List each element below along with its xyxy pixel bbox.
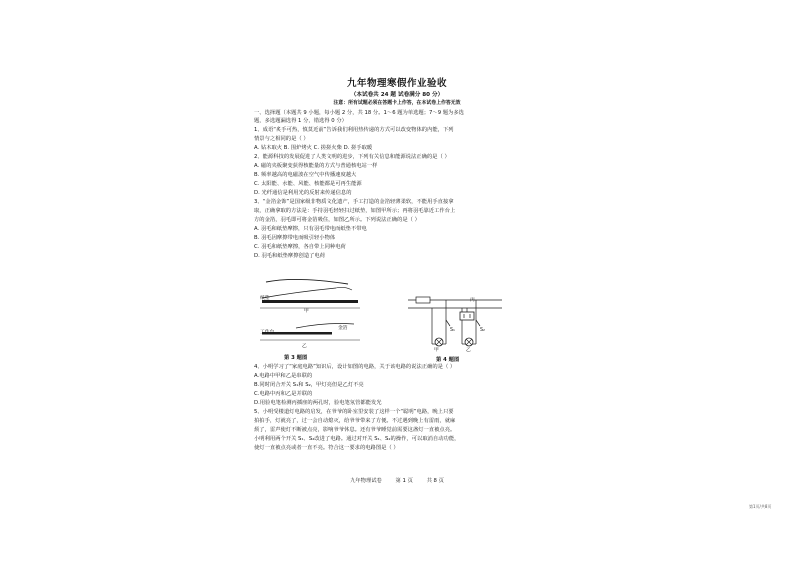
question-4-option-a: A.电路中甲和乙是串联的	[254, 373, 313, 379]
text-line: 题，多选题漏选得 1 分，错选得 0 分）	[254, 118, 347, 124]
question-4: 4、小明学习了“家庭电路”知识后，设计如图的电路，关于该电路的说法正确的是（ ）	[254, 364, 456, 370]
question-4-option-b: B.同时闭合开关 S₁和 S₂，甲灯亮但是乙灯不亮	[254, 382, 364, 388]
question-3-option-c: C. 羽毛和纸垫摩擦，各自带上同种电荷	[254, 244, 346, 250]
text-line: 方的金箔，羽毛即可将金箔吸住，如图乙所示。下列说法正确的是（ ）	[254, 217, 420, 223]
corner-page-indicator: 第1页/共8页	[749, 504, 772, 509]
text-line: 拍拍手，灯就亮了，过一会自动熄灭，给爷爷带来了方便。不过遇到晚上有雷雨，就麻	[254, 418, 456, 424]
figure-4-label-yi: 乙	[466, 348, 471, 353]
question-3: 3、“金箔金饰”是国家级非物质文化遗产，手工打造的金箔轻薄柔软，不能用手直接拿	[254, 199, 454, 205]
figure-3-caption: 第 3 题图	[284, 355, 308, 361]
figure-4-label-s2: S₂	[480, 328, 485, 333]
question-3-option-b: B. 羽毛因摩擦带电而吸引轻小物体	[254, 235, 336, 241]
figure-3-label-paper: 纸垫	[260, 296, 270, 301]
exam-info: （本试卷共 24 题 试卷满分 80 分）	[350, 92, 444, 98]
text-line: 烦了，雷声使灯不断被点亮，影响爷爷休息。还有爷爷睡觉前需要这盏灯一直被点亮。	[254, 427, 456, 433]
question-2-option-a: A. 磁的夹板聚变获得核能量的方式与普通核电站一样	[254, 163, 378, 169]
text-line: 取，正确拿取的方法是：手持羽毛轻轻扫过纸垫，如图甲所示；再将羽毛靠近工作台上	[254, 208, 456, 214]
footer-subject: 九年物理试卷	[350, 478, 382, 484]
figure-3-label-yi: 乙	[302, 344, 307, 349]
figure-4-caption: 第 4 题图	[436, 357, 460, 363]
figure-3-label-table: 工作台	[260, 330, 275, 335]
question-4-option-d: D.用验电笔检测丙插座的两孔时，验电笔氖管都能发光	[254, 400, 382, 406]
question-2-option-c: C. 太阳能、水能、风能、核能都是可再生能源	[254, 181, 362, 187]
footer-page-number: 第 1 页	[395, 478, 413, 484]
text-line: 使灯一直被点亮或者一直不亮。符合这一要求的电路图是（ ）	[254, 445, 399, 451]
text-line: 一、选择题（本题共 9 小题，每小题 2 分，共 18 分。1～6 题为单选题；7～9 题为多选	[254, 110, 464, 116]
page-footer	[238, 476, 556, 484]
question-1: 1、成语“炙手可热，慎莫近前”告诉我们利用热传递的方式可以改变物体的内能，下列	[254, 127, 454, 133]
figure-4-circuit-diagram	[406, 294, 506, 352]
exam-notice: 注意：所有试题必须在答题卡上作答，在本试卷上作答无效	[333, 100, 461, 106]
question-5: 5、小明受楼道灯电路的启发，在爷爷的卧室里安装了这样一个“聪明”电路，晚上只要	[254, 409, 454, 415]
text-line: 小明利用两个开关 S₁、S₂改进了电路。通过对开关 S₁、S₂的操作，可以取消自动功能，	[254, 436, 460, 442]
figure-4-label-bing: 丙	[470, 298, 475, 303]
text-line: 情景与之相同的是（ ）	[254, 136, 309, 142]
question-2-option-d: D. 光纤通信是利用光的反射来传递信息的	[254, 190, 352, 196]
figure-3-label-jia: 甲	[304, 309, 309, 314]
question-2-option-b: B. 频率越高的电磁波在空气中传播速度越大	[254, 172, 357, 178]
figure-3-label-foil: 金箔	[338, 326, 348, 331]
figure-4-label-s1: S₁	[450, 328, 455, 333]
figure-4-label-jia: 甲	[434, 348, 439, 353]
question-2: 2、能源科技的发展促进了人类文明的进步，下列有关信息和能源说法正确的是（ ）	[254, 154, 450, 160]
exam-page	[238, 66, 556, 506]
question-3-option-a: A. 羽毛和纸垫摩擦，只有羽毛带电而纸垫不带电	[254, 226, 367, 232]
question-4-option-c: C.电路中丙和乙是并联的	[254, 391, 313, 397]
question-1-options: A. 钻木取火 B. 围炉烤火 C. 搓搓火柴 D. 搓手取暖	[254, 145, 373, 151]
figure-3-diagram	[256, 278, 366, 348]
footer-total-pages: 共 8 页	[426, 478, 444, 484]
question-3-option-d: D. 羽毛和纸垫摩擦创造了电荷	[254, 253, 326, 259]
page-title: 九年物理寒假作业验收	[346, 78, 447, 89]
